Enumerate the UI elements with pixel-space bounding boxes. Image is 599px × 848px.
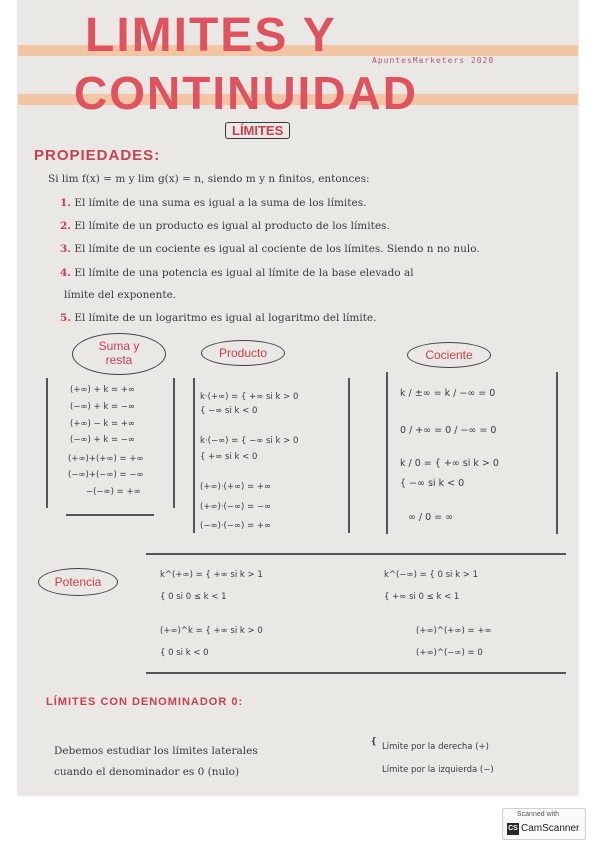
formula: k·(+∞) = { +∞ si k > 0 xyxy=(200,392,299,402)
properties-intro: Si lim f(x) = m y lim g(x) = n, siendo m y n finitos, entonces: xyxy=(48,173,370,185)
brace-icon: ❴ xyxy=(370,737,378,747)
formula: { +∞ si 0 ≤ k < 1 xyxy=(384,592,460,602)
potencia-oval: Potencia xyxy=(38,568,118,596)
formula: k / 0 = { +∞ si k > 0 xyxy=(400,458,499,469)
list-item: 2. El límite de un producto es igual al producto de los límites. xyxy=(60,220,390,232)
list-item: 5. El límite de un logaritmo es igual al logaritmo del límite. xyxy=(60,312,377,324)
formula: { 0 si 0 ≤ k < 1 xyxy=(160,592,227,602)
formula: (+∞) + k = +∞ xyxy=(70,385,136,395)
formula: { 0 si k < 0 xyxy=(160,648,209,658)
section-divider xyxy=(146,553,566,555)
divider-line xyxy=(193,378,195,533)
section-subtitle: LÍMITES xyxy=(225,122,290,139)
formula: { −∞ si k < 0 xyxy=(200,406,258,416)
divider-line xyxy=(386,372,388,534)
formula: { −∞ si k < 0 xyxy=(400,478,465,489)
cociente-oval: Cociente xyxy=(407,342,491,368)
underline xyxy=(66,514,154,516)
page-title-line2: CONTINUIDAD xyxy=(74,67,418,119)
formula: (−∞) + k = −∞ xyxy=(70,402,136,412)
formula: (+∞) − k = +∞ xyxy=(70,419,136,429)
page-title-line1: LIMITES Y xyxy=(85,9,337,62)
formula: k^(−∞) = { 0 si k > 1 xyxy=(384,570,478,580)
denominador-heading: LÍMITES CON DENOMINADOR 0: xyxy=(46,696,244,708)
camscanner-logo-icon: CS xyxy=(507,823,519,835)
formula: ∞ / 0 = ∞ xyxy=(408,512,454,523)
divider-line xyxy=(348,378,350,533)
notebook-page xyxy=(18,0,578,795)
formula: k / ±∞ = k / −∞ = 0 xyxy=(400,388,496,399)
formula: (+∞)·(−∞) = −∞ xyxy=(200,502,272,512)
formula: (+∞)+(+∞) = +∞ xyxy=(68,454,144,464)
side-limit-right: Límite por la derecha (+) xyxy=(382,742,489,752)
formula: (−∞)+(−∞) = −∞ xyxy=(68,470,144,480)
divider-line xyxy=(173,378,175,508)
side-limit-left: Límite por la izquierda (−) xyxy=(382,765,494,775)
divider-line xyxy=(46,378,48,508)
denominador-text1: Debemos estudiar los límites laterales xyxy=(54,745,258,757)
formula: { +∞ si k < 0 xyxy=(200,452,258,462)
formula: (+∞)^(−∞) = 0 xyxy=(416,648,483,658)
camscanner-brand: CamScanner xyxy=(521,823,580,834)
properties-heading: PROPIEDADES: xyxy=(34,147,161,164)
formula: k·(−∞) = { −∞ si k > 0 xyxy=(200,436,299,446)
list-item: límite del exponente. xyxy=(64,289,177,301)
formula: −(−∞) = +∞ xyxy=(86,487,141,497)
formula: 0 / +∞ = 0 / −∞ = 0 xyxy=(400,425,497,436)
formula: (−∞) + k = −∞ xyxy=(70,435,136,445)
formula: (+∞)^k = { +∞ si k > 0 xyxy=(160,626,263,636)
formula: k^(+∞) = { +∞ si k > 1 xyxy=(160,570,263,580)
scanned-with-label: Scanned with xyxy=(517,811,560,818)
formula: (−∞)·(−∞) = +∞ xyxy=(200,521,272,531)
suma-resta-oval: Suma y resta xyxy=(72,333,166,375)
list-item: 4. El límite de una potencia es igual al límite de la base elevado al xyxy=(60,267,414,279)
list-item: 1. El límite de una suma es igual a la suma de los límites. xyxy=(60,197,367,209)
formula: (+∞)·(+∞) = +∞ xyxy=(200,482,272,492)
camscanner-badge xyxy=(502,808,586,840)
formula: (+∞)^(+∞) = +∞ xyxy=(416,626,492,636)
section-divider xyxy=(146,672,566,674)
denominador-text2: cuando el denominador es 0 (nulo) xyxy=(54,766,240,778)
divider-line xyxy=(556,372,558,534)
list-item: 3. El límite de un cociente es igual al cociente de los límites. Siendo n no nulo. xyxy=(60,243,480,255)
producto-oval: Producto xyxy=(201,340,285,366)
watermark-text: ApuntesMarketers 2020 xyxy=(372,56,495,65)
